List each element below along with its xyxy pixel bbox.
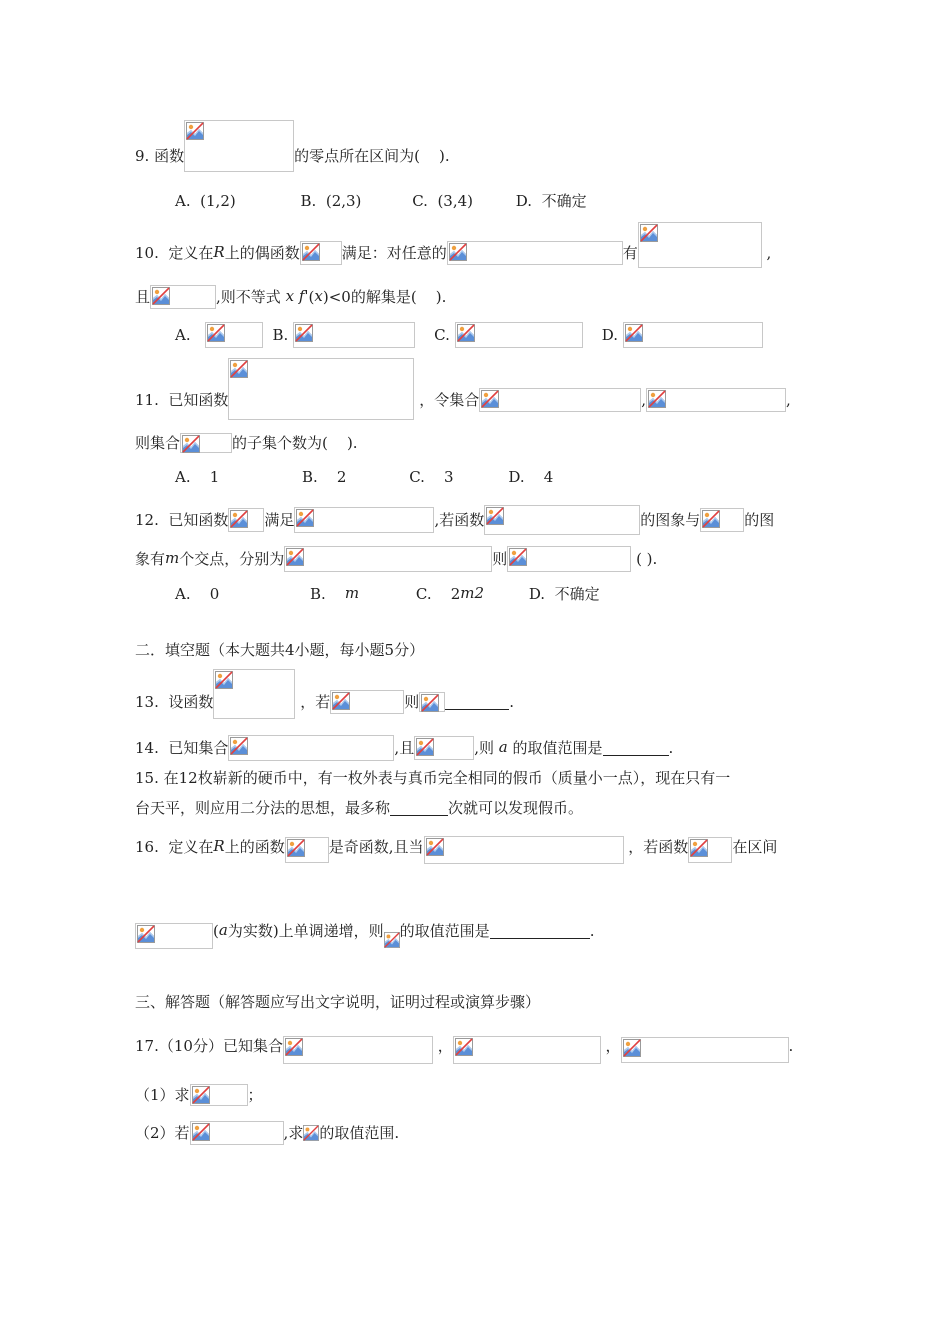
- broken-image-icon: [449, 243, 467, 261]
- question-text: 13.: [135, 693, 159, 711]
- formula-image: [303, 1123, 319, 1143]
- question-text: 台天平，则应用二分法的思想，最多称: [135, 799, 391, 817]
- question-16: [135, 830, 777, 864]
- question-text: 的取值范围.: [319, 1124, 400, 1142]
- broken-image-icon: [509, 548, 527, 566]
- question-text: .: [509, 693, 515, 711]
- broken-image-icon: [285, 1038, 303, 1056]
- question-text: C.: [415, 585, 432, 603]
- question-text: D.: [601, 326, 618, 344]
- question-text: ,求: [283, 1124, 304, 1142]
- question-text: 的取值范围是: [399, 922, 490, 940]
- question-text: a: [498, 738, 508, 756]
- question-text: 的取值范围是: [512, 739, 603, 757]
- question-text: ): [322, 288, 329, 306]
- question-text: ，: [437, 1037, 453, 1055]
- broken-image-icon: [426, 838, 444, 856]
- question-15-line2: [135, 797, 583, 818]
- formula-image: [384, 922, 400, 950]
- option-a-image: [205, 322, 263, 348]
- question-text: 已知集合: [168, 739, 229, 757]
- formula-image: [150, 285, 216, 309]
- question-text: 2: [336, 468, 347, 486]
- broken-image-icon: [457, 324, 475, 342]
- formula-image: [447, 241, 623, 265]
- answer-blank[interactable]: [445, 695, 509, 710]
- formula-image: [507, 546, 631, 572]
- question-text: x: [314, 287, 323, 305]
- question-text: m: [344, 584, 360, 602]
- question-text: f: [298, 287, 305, 305]
- formula-image: [300, 241, 342, 265]
- broken-image-icon: [192, 1086, 210, 1104]
- answer-blank[interactable]: [390, 801, 448, 816]
- broken-image-icon: [295, 324, 313, 342]
- question-17-part-2: [135, 1121, 399, 1145]
- broken-image-icon: [332, 692, 350, 710]
- broken-image-icon: [137, 925, 155, 943]
- question-text: ，令集合: [419, 391, 480, 409]
- question-text: ).: [346, 434, 358, 452]
- formula-image: [285, 837, 329, 863]
- question-text: B.: [310, 585, 326, 603]
- question-13: [135, 685, 514, 719]
- question-text: 17.: [135, 1037, 159, 1055]
- formula-image: [284, 546, 492, 572]
- question-text: （10分）已知集合: [158, 1037, 283, 1055]
- broken-image-icon: [384, 932, 400, 948]
- question-12: [135, 505, 774, 535]
- question-10-options: [175, 322, 763, 348]
- question-text: .: [589, 922, 595, 940]
- broken-image-icon: [303, 1125, 319, 1141]
- question-text: ，若函数: [628, 838, 689, 856]
- broken-image-icon: [690, 839, 708, 857]
- formula-image: [294, 507, 434, 533]
- formula-image: [180, 433, 232, 453]
- question-text: 且: [135, 288, 151, 306]
- question-11-options: [175, 466, 553, 487]
- question-text: (3,4): [437, 192, 474, 210]
- question-12-options: [175, 583, 600, 604]
- question-text: 已知函数: [168, 511, 229, 529]
- question-text: C.: [409, 468, 425, 486]
- broken-image-icon: [287, 839, 305, 857]
- broken-image-icon: [230, 737, 248, 755]
- question-text: 上的函数: [224, 838, 285, 856]
- question-12-line2: [135, 546, 657, 572]
- question-text: ).: [435, 288, 447, 306]
- question-text: D.: [508, 468, 525, 486]
- question-text: ,则不等式: [216, 288, 281, 306]
- broken-image-icon: [455, 1038, 473, 1056]
- broken-image-icon: [192, 1123, 210, 1141]
- question-text: ,: [766, 244, 772, 262]
- formula-image: [228, 735, 394, 761]
- question-text: 则: [492, 550, 508, 568]
- question-text: .: [788, 1037, 794, 1055]
- question-10: [135, 238, 771, 268]
- broken-image-icon: [215, 671, 233, 689]
- question-text: a: [218, 921, 228, 939]
- question-text: ，: [605, 1037, 621, 1055]
- question-text: 次就可以发现假币。: [448, 799, 584, 817]
- formula-image: [190, 1084, 248, 1106]
- question-text: m: [165, 549, 180, 567]
- answer-blank[interactable]: [490, 924, 590, 939]
- question-text: ,若函数: [434, 511, 485, 529]
- question-text: ,: [786, 391, 791, 409]
- question-text: 满足：对任意的: [341, 244, 447, 262]
- formula-image: [330, 690, 404, 714]
- formula-image: [190, 1121, 284, 1145]
- formula-image: [213, 669, 295, 719]
- question-text: ,: [641, 391, 646, 409]
- formula-image: [228, 358, 414, 420]
- question-text: 已知函数: [168, 391, 229, 409]
- broken-image-icon: [623, 1039, 641, 1057]
- question-text: 4: [543, 468, 554, 486]
- question-text: 14.: [135, 739, 159, 757]
- question-text: A.: [175, 192, 191, 210]
- question-text: <0的解集是(: [328, 288, 417, 306]
- question-text: 函数: [154, 147, 185, 165]
- question-text: ,且: [394, 739, 415, 757]
- broken-image-icon: [486, 507, 504, 525]
- question-text: 0: [209, 585, 220, 603]
- question-text: 则: [404, 693, 420, 711]
- question-text: A.: [175, 468, 191, 486]
- broken-image-icon: [625, 324, 643, 342]
- option-d-image: [623, 322, 763, 348]
- question-text: 象有: [135, 550, 166, 568]
- question-text: 满足: [264, 511, 295, 529]
- question-text: 3: [444, 468, 454, 486]
- question-text: .: [668, 739, 674, 757]
- formula-image: [424, 836, 624, 864]
- question-text: 的零点所在区间为(: [294, 147, 420, 165]
- formula-image: [453, 1036, 601, 1064]
- broken-image-icon: [640, 224, 658, 242]
- question-text: R: [213, 837, 225, 855]
- broken-image-icon: [416, 738, 434, 756]
- formula-image: [479, 388, 641, 412]
- question-text: ).: [439, 147, 450, 165]
- section-3-heading: 三、解答题（解答题应写出文字说明，证明过程或演算步骤）: [135, 993, 541, 1011]
- question-text: 的子集个数为(: [232, 434, 328, 452]
- broken-image-icon: [230, 510, 248, 528]
- question-text: 定义在: [168, 838, 214, 856]
- question-text: 则集合: [135, 434, 181, 452]
- question-11: [135, 380, 791, 420]
- broken-image-icon: [648, 390, 666, 408]
- question-text: C.: [434, 326, 450, 344]
- question-11-line2: [135, 432, 358, 453]
- question-text: B.: [272, 326, 289, 344]
- question-text: 上的偶函数: [224, 244, 300, 262]
- question-text: (: [213, 922, 219, 940]
- question-16-line2: [135, 912, 594, 950]
- question-text: 不确定: [554, 585, 600, 603]
- question-14: [135, 735, 673, 761]
- broken-image-icon: [481, 390, 499, 408]
- question-17: [135, 1028, 793, 1064]
- question-text: 11.: [135, 391, 159, 409]
- broken-image-icon: [186, 122, 204, 140]
- question-text: (: [308, 288, 315, 306]
- question-text: 12.: [135, 511, 159, 529]
- formula-image: [688, 837, 732, 863]
- question-9: [135, 140, 450, 172]
- formula-image: [484, 505, 640, 535]
- question-text: x: [285, 287, 295, 305]
- question-text: 定义在: [168, 244, 214, 262]
- formula-image: [646, 388, 786, 412]
- formula-image: [228, 508, 264, 532]
- formula-image: [283, 1036, 433, 1064]
- broken-image-icon: [207, 324, 225, 342]
- option-c-image: [455, 322, 583, 348]
- question-text: B.: [302, 468, 318, 486]
- formula-image: [638, 222, 762, 268]
- question-text: m2: [460, 584, 485, 602]
- answer-blank[interactable]: [603, 741, 669, 756]
- broken-image-icon: [421, 694, 439, 712]
- question-text: 10.: [135, 244, 159, 262]
- option-b-image: [293, 322, 415, 348]
- question-text: B.: [300, 192, 317, 210]
- question-text: C.: [412, 192, 428, 210]
- question-text: 在区间: [732, 838, 778, 856]
- question-text: 1: [209, 468, 220, 486]
- question-text: (1,2): [200, 192, 236, 210]
- broken-image-icon: [230, 360, 248, 378]
- formula-image: [700, 508, 744, 532]
- question-text: 的图象与: [640, 511, 701, 529]
- question-text: 9.: [135, 147, 150, 165]
- question-text: 16.: [135, 838, 159, 856]
- question-text: 是奇函数,且当: [328, 838, 424, 856]
- question-text: R: [213, 243, 225, 261]
- question-text: ( ).: [636, 550, 658, 568]
- question-10-line2: 且 ,则不等式 x f'(x)<0的解集是( ).: [135, 285, 446, 309]
- question-text: 2: [450, 585, 461, 603]
- question-text: （1）求: [135, 1086, 190, 1104]
- question-text: D.: [528, 585, 546, 603]
- formula-image: [419, 692, 445, 712]
- broken-image-icon: [296, 509, 314, 527]
- question-text: 个交点，分别为: [179, 550, 285, 568]
- question-15-line1: 15. 在12枚崭新的硬币中，有一枚外表与真币完全相同的假币（质量小一点），现在只有一: [135, 769, 731, 787]
- question-text: ，若: [300, 693, 331, 711]
- question-text: 不确定: [541, 192, 587, 210]
- formula-image: [414, 736, 474, 760]
- broken-image-icon: [182, 435, 200, 453]
- question-text: 有: [622, 244, 638, 262]
- question-text: A.: [175, 326, 191, 344]
- question-text: ,则: [474, 739, 494, 757]
- question-text: 设函数: [168, 693, 214, 711]
- question-text: 为实数)上单调递增，则: [227, 922, 384, 940]
- broken-image-icon: [152, 287, 170, 305]
- question-text: （2）若: [135, 1124, 190, 1142]
- section-2-heading: 二．填空题（本大题共4小题，每小题5分）: [135, 641, 425, 659]
- formula-image: [621, 1037, 789, 1063]
- question-text: 的图: [744, 511, 775, 529]
- question-text: (2,3): [325, 192, 362, 210]
- formula-image: [135, 923, 213, 949]
- formula-image: [184, 120, 294, 172]
- broken-image-icon: [286, 548, 304, 566]
- question-17-part-1: [135, 1084, 263, 1106]
- question-text: D.: [515, 192, 533, 210]
- broken-image-icon: [302, 243, 320, 261]
- question-text: ；: [247, 1086, 263, 1104]
- broken-image-icon: [702, 510, 720, 528]
- question-9-options: [175, 190, 587, 211]
- question-text: A.: [175, 585, 191, 603]
